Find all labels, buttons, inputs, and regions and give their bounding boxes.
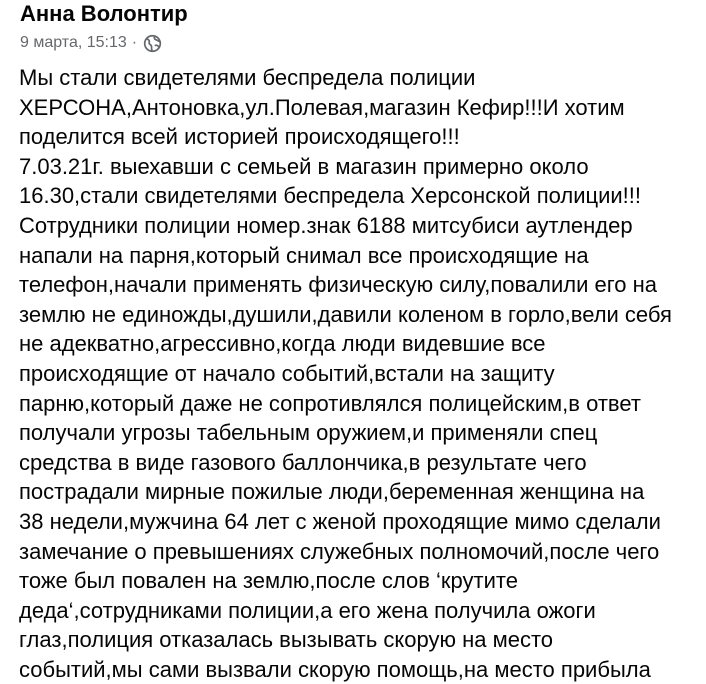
post-header (20, 0, 188, 53)
post-text (19, 63, 699, 684)
post-timestamp[interactable]: 9 марта, 15:13 (20, 34, 127, 51)
post-text-line: напали на парня,который снимал все происходящие на (19, 242, 589, 268)
post-text-line: 7.03.21г. выехавши с семьей в магазин примерно около (19, 153, 589, 179)
post-text-line: ХЕРСОНА,Антоновка,ул.Полевая,магазин Кефир!!!И хотим (19, 94, 625, 120)
post-text-line: происходящие от начало событий,встали на защиту (19, 360, 555, 386)
post-meta (20, 33, 188, 53)
author-name[interactable]: Анна Волонтир (20, 1, 188, 26)
post-text-line: 38 недели,мужчина 64 лет с женой проходящие мимо сделали (19, 508, 661, 534)
globe-icon[interactable] (143, 34, 162, 53)
post-text-line: получали угрозы табельным оружием,и применяли спец (19, 420, 598, 446)
post-text-line: деда‘,сотрудниками полиции,а его жена получила ожоги (19, 597, 596, 623)
post-text-line: Сотрудники полиции номер.знак 6188 митсубиси аутлендер (19, 212, 633, 238)
post-text-line: телефон,начали применять физическую силу,повалили его на (19, 272, 658, 298)
post-text-line: землю не единожды,душили,давили коленом в горло,вели себя (19, 301, 672, 327)
post-text-line: глаз,полиция отказалась вызывать скорую на место (19, 627, 554, 653)
post-text-line: событий,мы сами вызвали скорую помощь,на место прибыла (19, 656, 651, 682)
post-text-line: средства в виде газового баллончика,в результате чего (19, 449, 587, 475)
post-text-line: 16.30,стали свидетелями беспредела Херсонской полиции!!! (19, 183, 642, 209)
post-text-line: поделится всей историей происходящего!!! (19, 124, 460, 150)
post-text-line: не адекватно,агрессивно,когда люди видевшие все (19, 331, 546, 357)
post-text-line: Мы стали свидетелями беспредела полиции (19, 65, 476, 90)
post-text-line: пострадали мирные пожилые люди,беременная женщина на (19, 479, 645, 505)
meta-separator: · (131, 34, 138, 51)
post-text-line: тоже был повален на землю,после слов ‘крутите (19, 568, 518, 594)
post-text-line: парню,который даже не сопротивлялся полицейским,в ответ (19, 390, 641, 416)
post-text-line: замечание о превышениях служебных полномочий,после чего (19, 538, 660, 564)
